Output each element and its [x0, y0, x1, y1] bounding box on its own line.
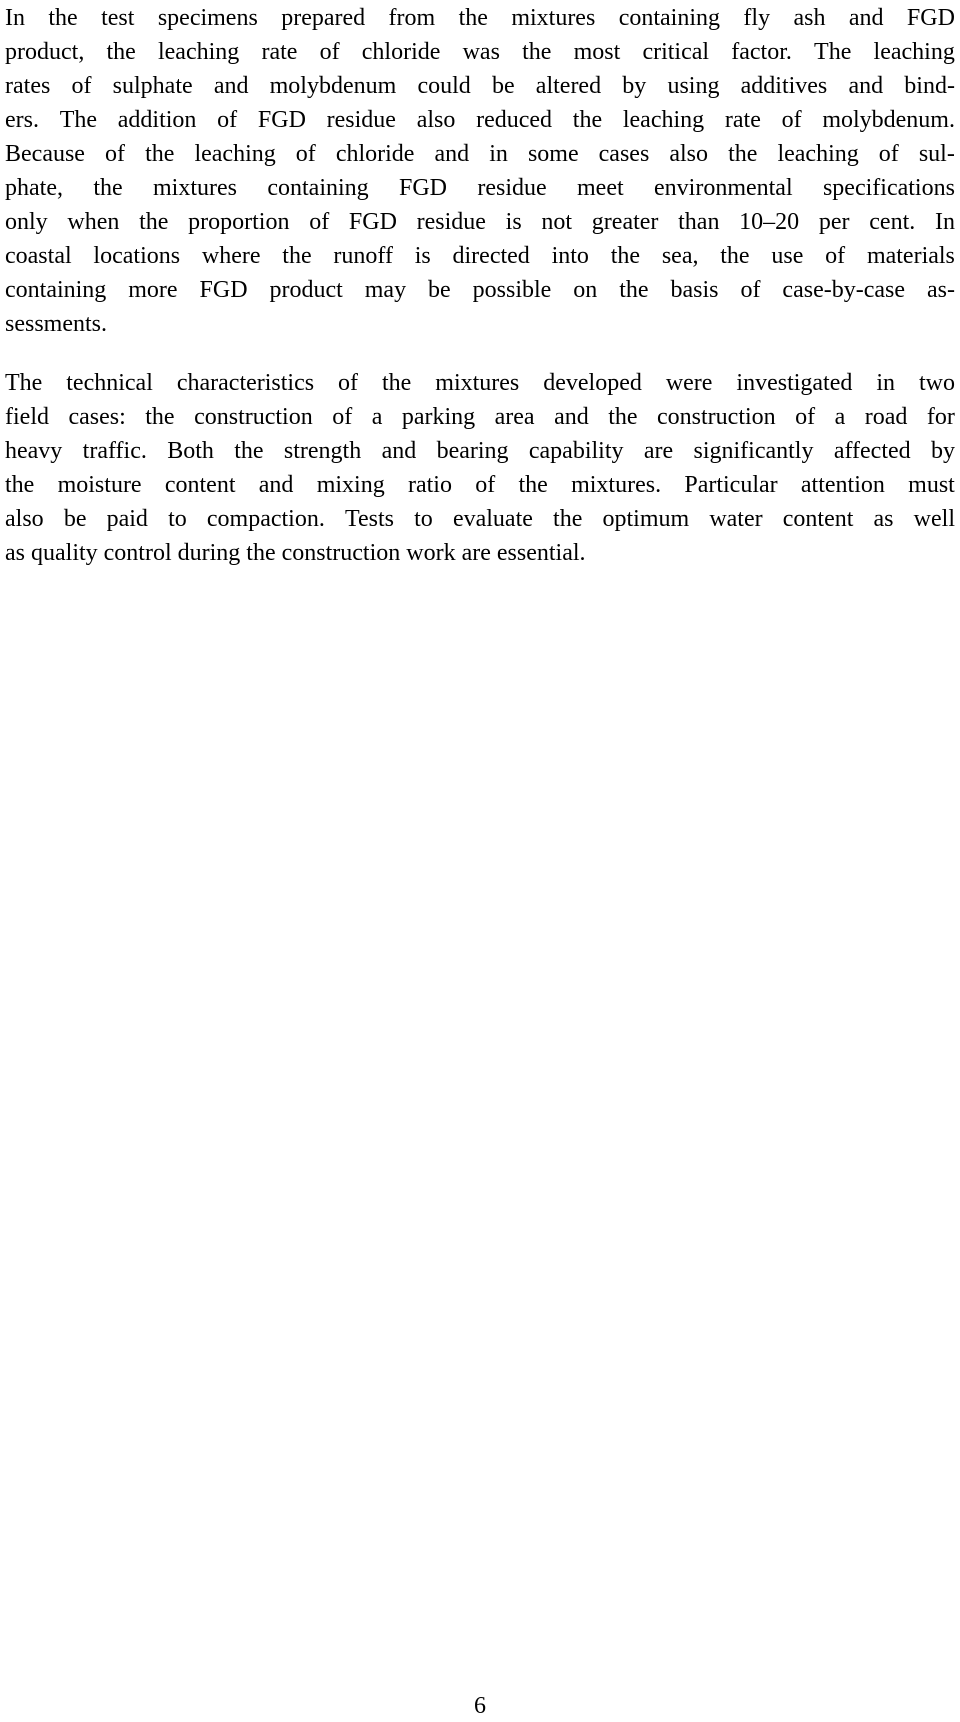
text-line: In the test specimens prepared from the mixtures containing fly ash and FGD	[5, 5, 955, 31]
text-line: also be paid to compaction. Tests to evaluate the optimum water content as well	[5, 506, 955, 532]
text-line: containing more FGD product may be possible on the basis of case-by-case as-	[5, 277, 955, 303]
text-line: ers. The addition of FGD residue also reduced the leaching rate of molybdenum.	[5, 107, 955, 133]
text-line: sessments.	[5, 311, 107, 337]
text-line: The technical characteristics of the mixtures developed were investigated in two	[5, 370, 955, 396]
text-line: rates of sulphate and molybdenum could be altered by using additives and bind-	[5, 73, 955, 99]
text-line: product, the leaching rate of chloride was the most critical factor. The leaching	[5, 39, 955, 65]
text-line: only when the proportion of FGD residue is not greater than 10–20 per cent. In	[5, 209, 955, 235]
text-line: field cases: the construction of a parking area and the construction of a road for	[5, 404, 955, 430]
text-line: coastal locations where the runoff is directed into the sea, the use of materials	[5, 243, 955, 269]
text-line: heavy traffic. Both the strength and bearing capability are significantly affected by	[5, 438, 955, 464]
text-line: Because of the leaching of chloride and in some cases also the leaching of sul-	[5, 141, 955, 167]
text-line: as quality control during the construction work are essential.	[5, 540, 586, 566]
text-line: the moisture content and mixing ratio of the mixtures. Particular attention must	[5, 472, 955, 498]
text-line: phate, the mixtures containing FGD residue meet environmental specifications	[5, 175, 955, 201]
page-number: 6	[474, 1693, 486, 1719]
